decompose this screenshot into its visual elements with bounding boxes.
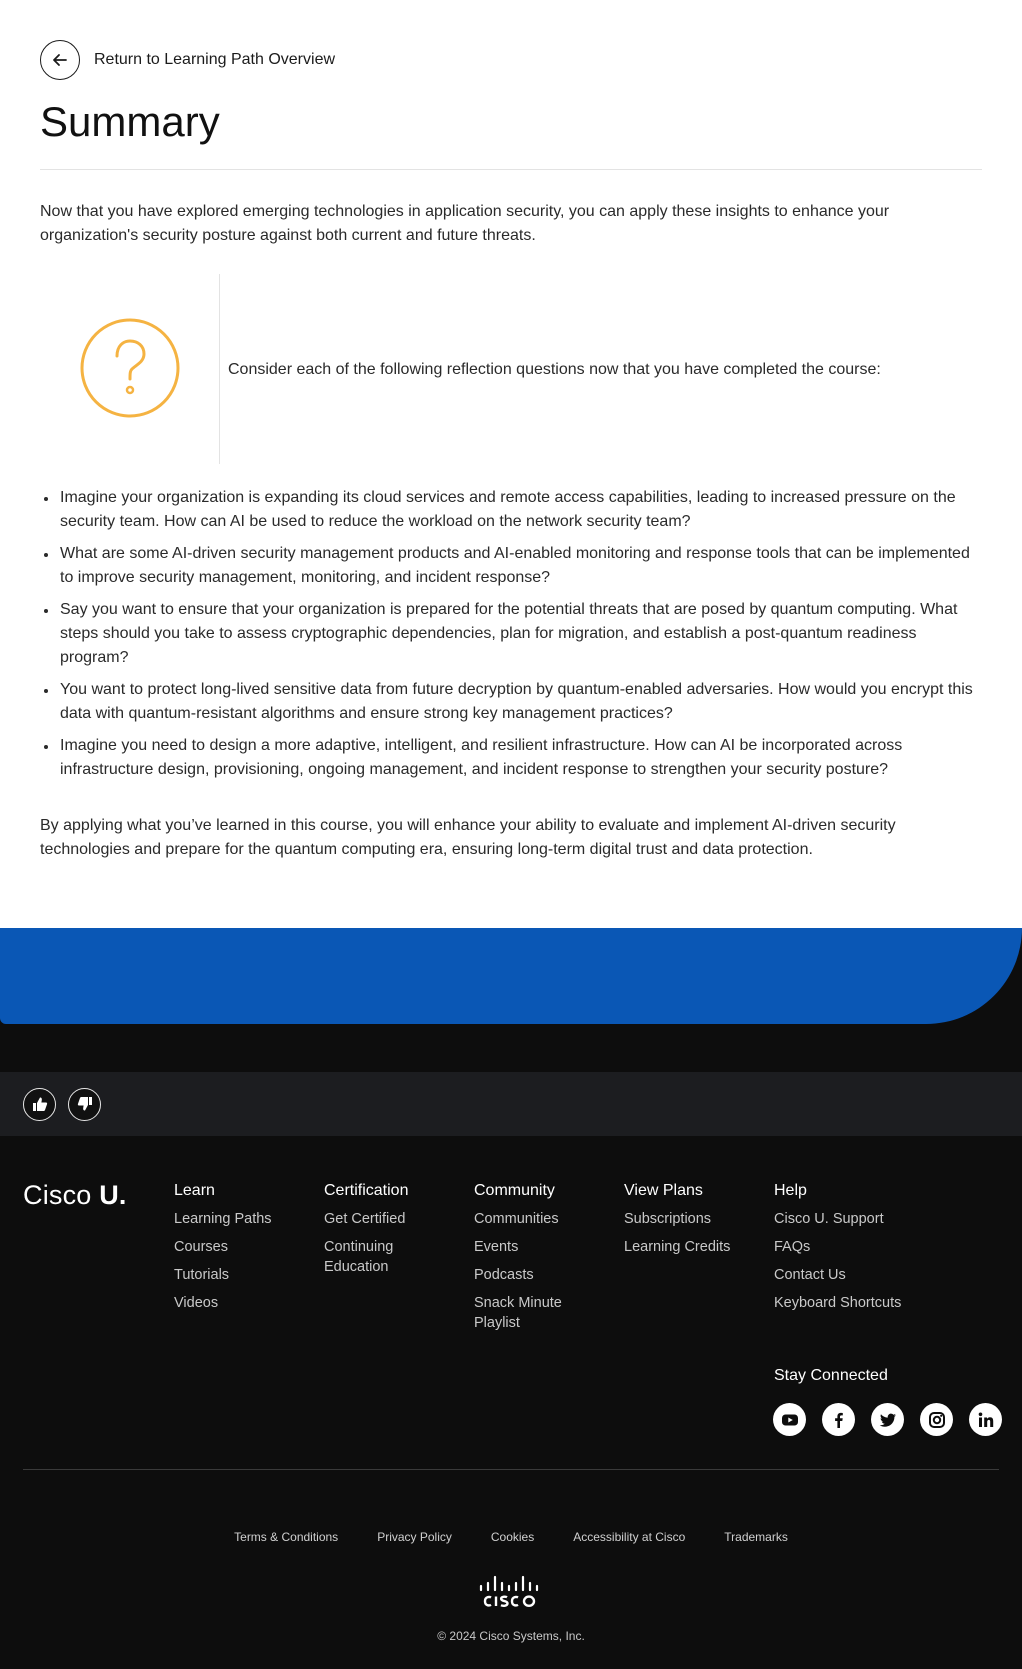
legal-link-trademarks[interactable]: Trademarks	[724, 1530, 788, 1544]
list-item: You want to protect long-lived sensitive data from future decryption by quantum-enabled adversaries. How would you encrypt this data with quantum-resistant algorithms and ensure strong key management practices?	[40, 678, 985, 726]
linkedin-button[interactable]	[969, 1403, 1002, 1436]
legal-link-terms[interactable]: Terms & Conditions	[234, 1530, 339, 1544]
footer-link-courses[interactable]: Courses	[174, 1239, 228, 1255]
footer-link-communities[interactable]: Communities	[474, 1211, 559, 1227]
legal-link-cookies[interactable]: Cookies	[490, 1530, 535, 1544]
title-divider	[40, 169, 982, 170]
return-link-label: Return to Learning Path Overview	[94, 51, 336, 68]
footer-link-keyboard-shortcuts[interactable]: Keyboard Shortcuts	[774, 1295, 902, 1311]
arrow-left-icon	[40, 40, 80, 80]
footer-link-faqs[interactable]: FAQs	[774, 1239, 811, 1255]
footer-column-community	[474, 1182, 584, 1341]
footer-column-title: Certification	[324, 1182, 409, 1199]
reflection-questions	[40, 486, 985, 790]
thumbs-up-button[interactable]	[23, 1088, 56, 1121]
twitter-icon	[878, 1410, 898, 1430]
cisco-u-logo[interactable]	[23, 1180, 127, 1211]
cisco-logo-icon	[478, 1573, 544, 1609]
footer-link-podcasts[interactable]: Podcasts	[474, 1267, 534, 1283]
legal-link-accessibility[interactable]: Accessibility at Cisco	[573, 1530, 686, 1544]
social-links	[773, 1403, 1002, 1436]
footer-divider	[23, 1469, 999, 1470]
return-to-overview-link[interactable]	[40, 40, 335, 80]
footer-link-events[interactable]: Events	[474, 1239, 519, 1255]
facebook-button[interactable]	[822, 1403, 855, 1436]
footer-link-subscriptions[interactable]: Subscriptions	[624, 1211, 712, 1227]
thumbs-down-icon	[77, 1096, 93, 1112]
footer-link-get-certified[interactable]: Get Certified	[324, 1211, 406, 1227]
blue-decorative-band	[0, 928, 1022, 1024]
thumbs-down-button[interactable]	[68, 1088, 101, 1121]
facebook-icon	[829, 1410, 849, 1430]
list-item: Imagine your organization is expanding its cloud services and remote access capabilities, leading to increased pressure on the security team. How can AI be used to reduce the workload on the network security team?	[40, 486, 985, 534]
footer-link-continuing-education[interactable]: Continuing Education	[324, 1239, 394, 1275]
question-circle-icon	[78, 316, 182, 420]
logo-bold: U.	[99, 1180, 127, 1210]
footer-column-title: View Plans	[624, 1182, 703, 1199]
footer-link-learning-credits[interactable]: Learning Credits	[624, 1239, 731, 1255]
thumbs-up-icon	[32, 1096, 48, 1112]
intro-paragraph: Now that you have explored emerging technologies in application security, you can apply these insights to enhance your organization's security posture against both current and future threats.	[40, 203, 890, 244]
footer-link-tutorials[interactable]: Tutorials	[174, 1267, 230, 1283]
footer-link-learning-paths[interactable]: Learning Paths	[174, 1211, 272, 1227]
instagram-button[interactable]	[920, 1403, 953, 1436]
footer-link-snack-minute-playlist[interactable]: Snack Minute Playlist	[474, 1295, 562, 1331]
linkedin-icon	[976, 1410, 996, 1430]
legal-link-privacy[interactable]: Privacy Policy	[377, 1530, 452, 1544]
twitter-button[interactable]	[871, 1403, 904, 1436]
footer-column-title: Learn	[174, 1182, 215, 1199]
copyright-text: © 2024 Cisco Systems, Inc.	[437, 1629, 585, 1643]
callout-text: Consider each of the following reflection questions now that you have completed the course:	[228, 361, 881, 378]
callout-divider	[219, 274, 220, 464]
footer-link-support[interactable]: Cisco U. Support	[774, 1211, 884, 1227]
footer-column-help	[774, 1182, 974, 1321]
footer-link-videos[interactable]: Videos	[174, 1295, 219, 1311]
logo-text: Cisco	[23, 1180, 92, 1210]
youtube-button[interactable]	[773, 1403, 806, 1436]
closing-paragraph: By applying what you’ve learned in this course, you will enhance your ability to evaluate and implement AI-driven security technologies and prepare for the quantum computing era, ensuring long-term digital trust and data protection.	[40, 817, 896, 858]
footer-column-title: Help	[774, 1182, 807, 1199]
footer-column-certification	[324, 1182, 434, 1285]
list-item: Say you want to ensure that your organization is prepared for the potential threats that are posed by quantum computing. What steps should you take to assess cryptographic dependencies, plan for migration, and establish a post-quantum readiness program?	[40, 598, 985, 670]
stay-connected-title: Stay Connected	[774, 1367, 888, 1384]
footer-column-view-plans	[624, 1182, 764, 1265]
youtube-icon	[780, 1410, 800, 1430]
reflection-callout	[40, 274, 982, 464]
footer-column-learn	[174, 1182, 314, 1321]
page-title: Summary	[40, 98, 220, 145]
feedback-bar	[0, 1072, 1022, 1136]
legal-links	[0, 1530, 1022, 1544]
footer-column-title: Community	[474, 1182, 555, 1199]
list-item: What are some AI-driven security management products and AI-enabled monitoring and response tools that can be implemented to improve security management, monitoring, and incident response?	[40, 542, 985, 590]
instagram-icon	[927, 1410, 947, 1430]
footer-link-contact-us[interactable]: Contact Us	[774, 1267, 846, 1283]
list-item: Imagine you need to design a more adaptive, intelligent, and resilient infrastructure. How can AI be incorporated across infrastructure design, provisioning, ongoing management, and incident response to strengthen your security posture?	[40, 734, 985, 782]
